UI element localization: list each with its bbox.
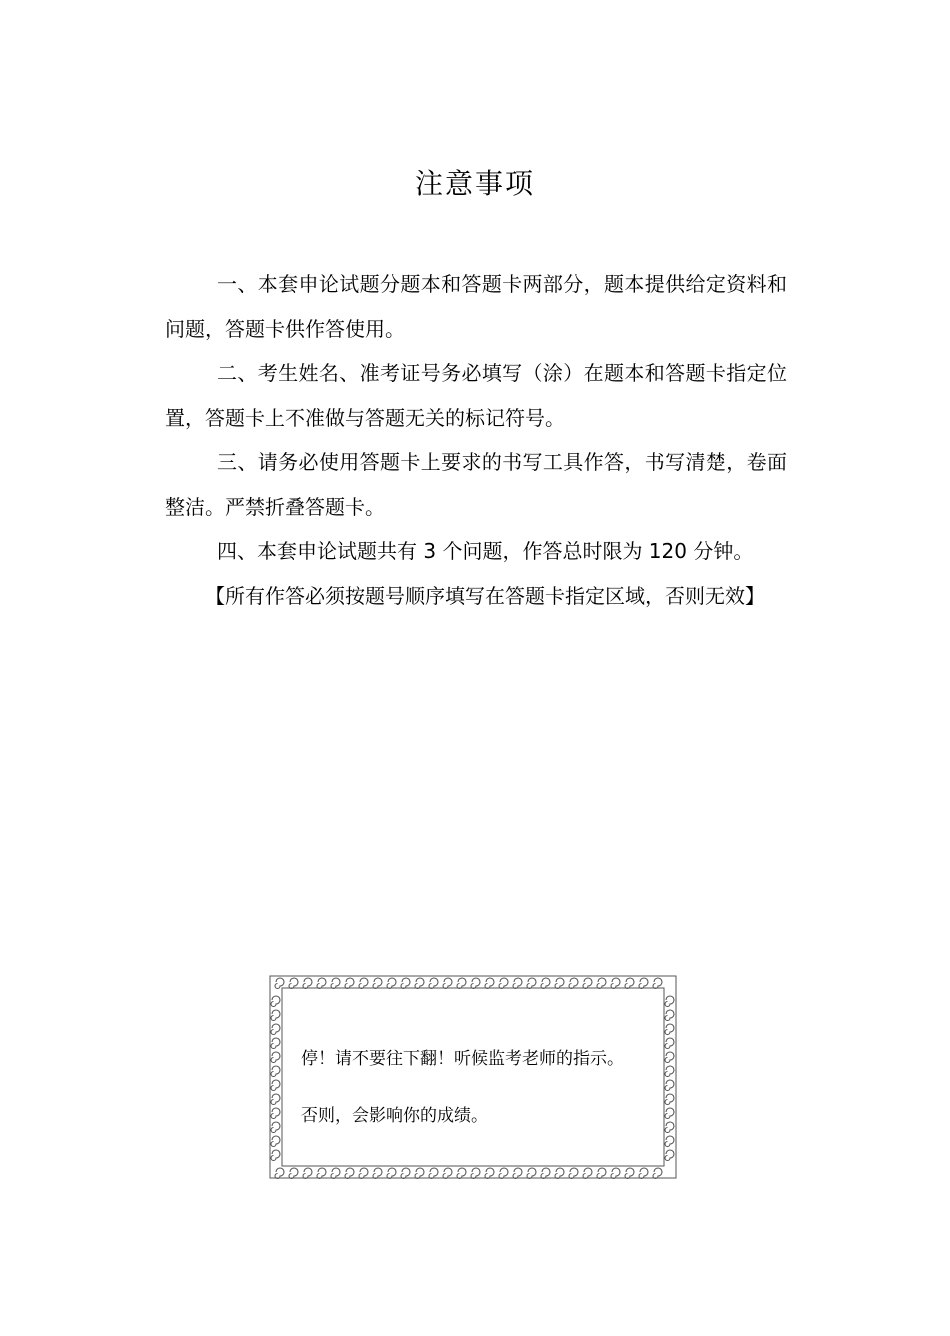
border-swirl — [471, 1168, 480, 1179]
border-swirl — [485, 1168, 494, 1179]
ornamental-border — [268, 974, 678, 1180]
border-swirl — [317, 978, 326, 989]
border-swirl — [513, 1168, 522, 1179]
border-swirl — [401, 978, 410, 989]
border-swirl — [303, 1168, 312, 1179]
border-swirl — [541, 978, 550, 989]
border-swirl — [499, 978, 508, 989]
instruction-item-4: 四、本套申论试题共有 3 个问题，作答总时限为 120 分钟。 — [217, 539, 754, 563]
border-swirl — [665, 1080, 674, 1091]
border-swirl — [373, 1168, 382, 1179]
border-swirl — [345, 978, 354, 989]
border-swirl — [665, 1136, 674, 1147]
border-swirl — [457, 978, 466, 989]
page-title: 注意事项 — [414, 167, 535, 200]
border-swirl — [271, 996, 280, 1007]
border-swirl — [443, 978, 452, 989]
border-swirl — [625, 978, 634, 989]
border-swirl — [271, 1024, 280, 1035]
border-swirl — [289, 978, 298, 989]
border-swirl — [271, 1052, 280, 1063]
border-swirl — [271, 1094, 280, 1105]
border-swirl — [271, 1122, 280, 1133]
border-swirl — [527, 978, 536, 989]
stop-notice-box — [268, 974, 678, 1180]
border-swirl — [499, 1168, 508, 1179]
border-swirl — [583, 1168, 592, 1179]
border-swirl — [457, 1168, 466, 1179]
border-swirl — [271, 1038, 280, 1049]
border-swirl — [401, 1168, 410, 1179]
border-swirl — [275, 1168, 284, 1179]
border-swirl — [555, 1168, 564, 1179]
border-swirl — [271, 1066, 280, 1077]
border-swirl — [583, 978, 592, 989]
border-swirl — [387, 978, 396, 989]
border-swirl — [271, 1080, 280, 1091]
border-swirl — [271, 1108, 280, 1119]
border-swirl — [625, 1168, 634, 1179]
border-swirl — [639, 978, 648, 989]
border-swirl — [639, 1168, 648, 1179]
border-swirl — [665, 996, 674, 1007]
border-swirl — [513, 978, 522, 989]
border-swirl — [665, 1150, 674, 1161]
border-swirl — [387, 1168, 396, 1179]
border-swirl — [345, 1168, 354, 1179]
stop-notice-line: 停！请不要往下翻！听候监考老师的指示。 — [301, 1049, 624, 1069]
border-swirl — [443, 1168, 452, 1179]
border-swirl — [665, 1024, 674, 1035]
border-swirl — [471, 978, 480, 989]
border-swirl — [359, 1168, 368, 1179]
border-swirl — [275, 978, 284, 989]
border-swirl — [665, 1010, 674, 1021]
instruction-item-2: 二、考生姓名、准考证号务必填写（涂）在题本和答题卡指定位置，答题卡上不准做与答题无关的标记符号。 — [165, 361, 787, 430]
border-swirl — [289, 1168, 298, 1179]
border-swirl — [303, 978, 312, 989]
border-swirl — [597, 1168, 606, 1179]
border-swirl — [359, 978, 368, 989]
warning-notice-line: 否则，会影响你的成绩。 — [301, 1106, 488, 1126]
border-swirl — [415, 1168, 424, 1179]
border-swirl — [611, 978, 620, 989]
border-swirl — [415, 978, 424, 989]
border-swirl — [429, 1168, 438, 1179]
instructions-list — [165, 262, 787, 618]
border-swirl — [373, 978, 382, 989]
instruction-item-3: 三、请务必使用答题卡上要求的书写工具作答，书写清楚，卷面整洁。严禁折叠答题卡。 — [165, 450, 787, 519]
border-swirl — [569, 1168, 578, 1179]
border-swirl — [429, 978, 438, 989]
border-swirl — [485, 978, 494, 989]
border-swirl — [653, 1168, 662, 1179]
border-swirl — [611, 1168, 620, 1179]
border-swirl — [271, 1010, 280, 1021]
border-swirl — [331, 978, 340, 989]
border-swirl — [527, 1168, 536, 1179]
border-swirl — [271, 1136, 280, 1147]
border-swirl — [317, 1168, 326, 1179]
border-swirl — [555, 978, 564, 989]
instruction-item-1: 一、本套申论试题分题本和答题卡两部分，题本提供给定资料和问题，答题卡供作答使用。 — [165, 272, 787, 341]
border-swirl — [653, 978, 662, 989]
border-swirl — [271, 1150, 280, 1161]
border-swirl — [541, 1168, 550, 1179]
border-swirl — [331, 1168, 340, 1179]
border-swirl — [569, 978, 578, 989]
border-swirl — [597, 978, 606, 989]
bracket-note: 【所有作答必须按题号顺序填写在答题卡指定区域，否则无效】 — [205, 583, 765, 608]
